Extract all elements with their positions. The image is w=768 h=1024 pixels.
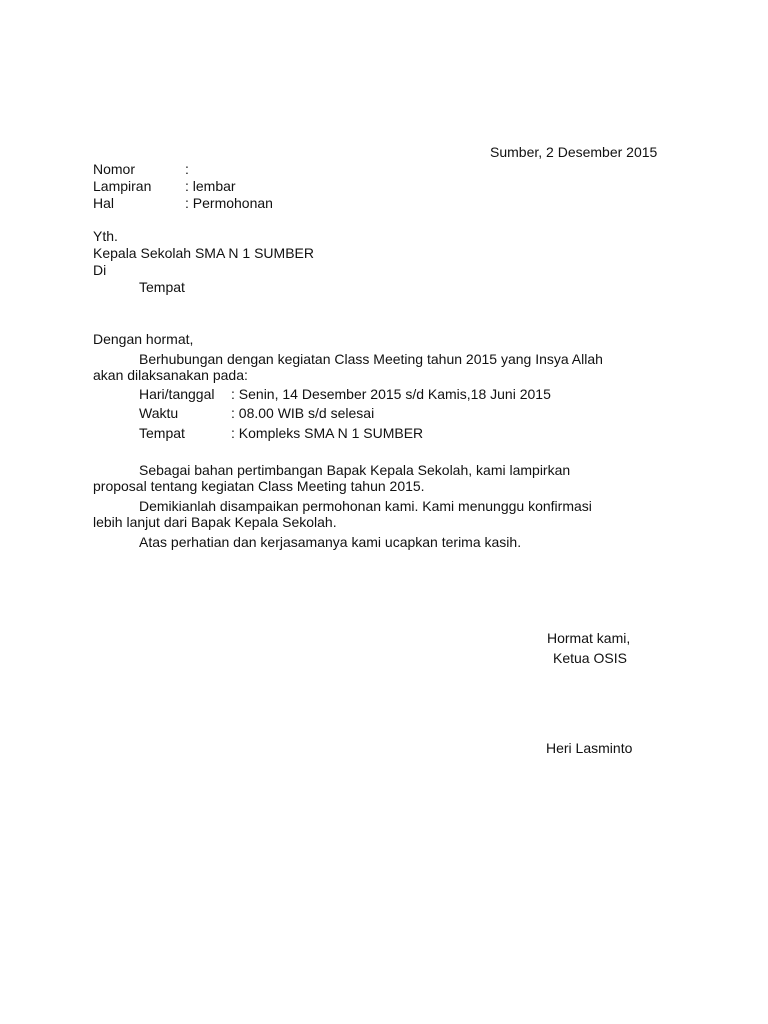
detail-value-waktu: : 08.00 WIB s/d selesai: [231, 405, 375, 421]
meta-value-lampiran: : lembar: [185, 178, 236, 194]
recipient-name: Kepala Sekolah SMA N 1 SUMBER: [93, 245, 314, 261]
recipient-di: Di: [93, 262, 107, 278]
meta-value-nomor: :: [185, 161, 189, 177]
paragraph-3-line-1: Demikianlah disampaikan permohonan kami. Kami menunggu konfirmasi: [139, 498, 592, 514]
meta-label-lampiran: Lampiran: [93, 178, 152, 194]
paragraph-4-line-1: Atas perhatian dan kerjasamanya kami ucapkan terima kasih.: [139, 534, 522, 550]
detail-label-waktu: Waktu: [139, 405, 179, 421]
closing-line-2: Ketua OSIS: [553, 650, 627, 666]
paragraph-2-line-2: proposal tentang kegiatan Class Meeting tahun 2015.: [93, 478, 425, 494]
meta-label-nomor: Nomor: [93, 161, 136, 177]
paragraph-3-line-2: lebih lanjut dari Bapak Kepala Sekolah.: [93, 514, 337, 530]
paragraph-1-line-1: Berhubungan dengan kegiatan Class Meeting tahun 2015 yang Insya Allah: [139, 351, 603, 367]
signer-name: Heri Lasminto: [546, 740, 633, 756]
paragraph-2-line-1: Sebagai bahan pertimbangan Bapak Kepala Sekolah, kami lampirkan: [139, 462, 571, 478]
paragraph-1-line-2: akan dilaksanakan pada:: [93, 367, 248, 383]
date-line: Sumber, 2 Desember 2015: [490, 144, 658, 160]
greeting: Dengan hormat,: [93, 331, 194, 347]
detail-value-hari: : Senin, 14 Desember 2015 s/d Kamis,18 Juni 2015: [231, 386, 551, 402]
meta-label-hal: Hal: [93, 195, 115, 211]
detail-label-tempat: Tempat: [139, 425, 185, 441]
detail-label-hari: Hari/tanggal: [139, 386, 215, 402]
recipient-place: Tempat: [139, 279, 185, 295]
closing-line-1: Hormat kami,: [547, 630, 631, 646]
detail-value-tempat: : Kompleks SMA N 1 SUMBER: [231, 425, 424, 441]
recipient-salutation: Yth.: [93, 228, 118, 244]
meta-value-hal: : Permohonan: [185, 195, 273, 211]
